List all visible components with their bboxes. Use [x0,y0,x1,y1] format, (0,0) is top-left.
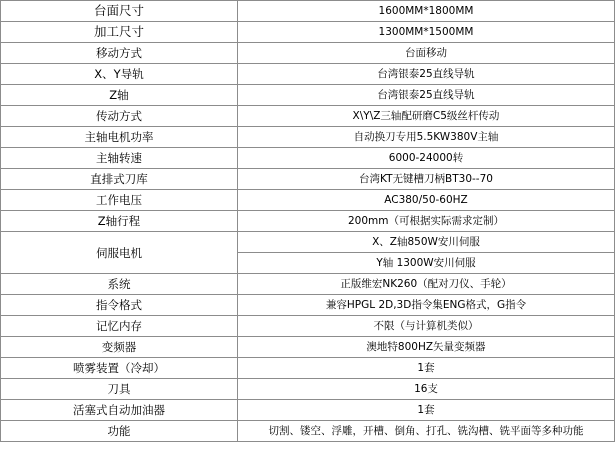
spec-value: Y轴 1300W安川伺服 [238,253,615,274]
table-row [1,169,615,190]
table-row [1,1,615,22]
spec-label: 指令格式 [1,295,238,316]
spec-label: 工作电压 [1,190,238,211]
spec-value: 澳地特800HZ矢量变频器 [238,337,615,358]
spec-value: 1套 [238,358,615,379]
spec-value: 切割、镂空、浮雕，开槽、倒角、打孔、铣沟槽、铣平面等多种功能 [238,421,615,442]
spec-value: 16支 [238,379,615,400]
spec-label: 直排式刀库 [1,169,238,190]
spec-label: 系统 [1,274,238,295]
table-row [1,274,615,295]
table-row [1,211,615,232]
spec-label: 功能 [1,421,238,442]
table-row [1,64,615,85]
spec-label: 喷雾装置（冷却） [1,358,238,379]
spec-value: 1600MM*1800MM [238,1,615,22]
spec-value: X\Y\Z三轴配研磨C5级丝杆传动 [238,106,615,127]
table-row [1,358,615,379]
spec-label: X、Y导轨 [1,64,238,85]
table-row [1,22,615,43]
spec-value: 不限（与计算机类似） [238,316,615,337]
spec-value: 台湾银泰25直线导轨 [238,85,615,106]
spec-value: 自动换刀专用5.5KW380V主轴 [238,127,615,148]
spec-label: 刀具 [1,379,238,400]
spec-label: 伺服电机 [1,232,238,274]
spec-label: 台面尺寸 [1,1,238,22]
table-row [1,190,615,211]
table-row [1,148,615,169]
spec-value: 1套 [238,400,615,421]
spec-label: Z轴 [1,85,238,106]
spec-label: 记忆内存 [1,316,238,337]
spec-value: 台湾KT无键槽刀柄BT30--70 [238,169,615,190]
table-row [1,106,615,127]
spec-label: 活塞式自动加油器 [1,400,238,421]
table-row [1,379,615,400]
table-row [1,127,615,148]
table-row [1,85,615,106]
table-row [1,295,615,316]
spec-value: 1300MM*1500MM [238,22,615,43]
spec-value: X、Z轴850W安川伺服 [238,232,615,253]
table-row [1,337,615,358]
spec-label: 传动方式 [1,106,238,127]
table-row [1,421,615,442]
table-row [1,232,615,253]
spec-value: 200mm（可根据实际需求定制） [238,211,615,232]
spec-value: AC380/50-60HZ [238,190,615,211]
spec-value: 兼容HPGL 2D,3D指令集ENG格式，G指令 [238,295,615,316]
spec-label: 主轴电机功率 [1,127,238,148]
spec-label: 移动方式 [1,43,238,64]
spec-label: 加工尺寸 [1,22,238,43]
spec-value: 台湾银泰25直线导轨 [238,64,615,85]
table-row [1,316,615,337]
spec-value: 正版维宏NK260（配对刀仪、手轮） [238,274,615,295]
spec-value: 台面移动 [238,43,615,64]
spec-label: 变频器 [1,337,238,358]
spec-value: 6000-24000转 [238,148,615,169]
spec-label: Z轴行程 [1,211,238,232]
spec-label: 主轴转速 [1,148,238,169]
table-row [1,43,615,64]
table-row [1,400,615,421]
